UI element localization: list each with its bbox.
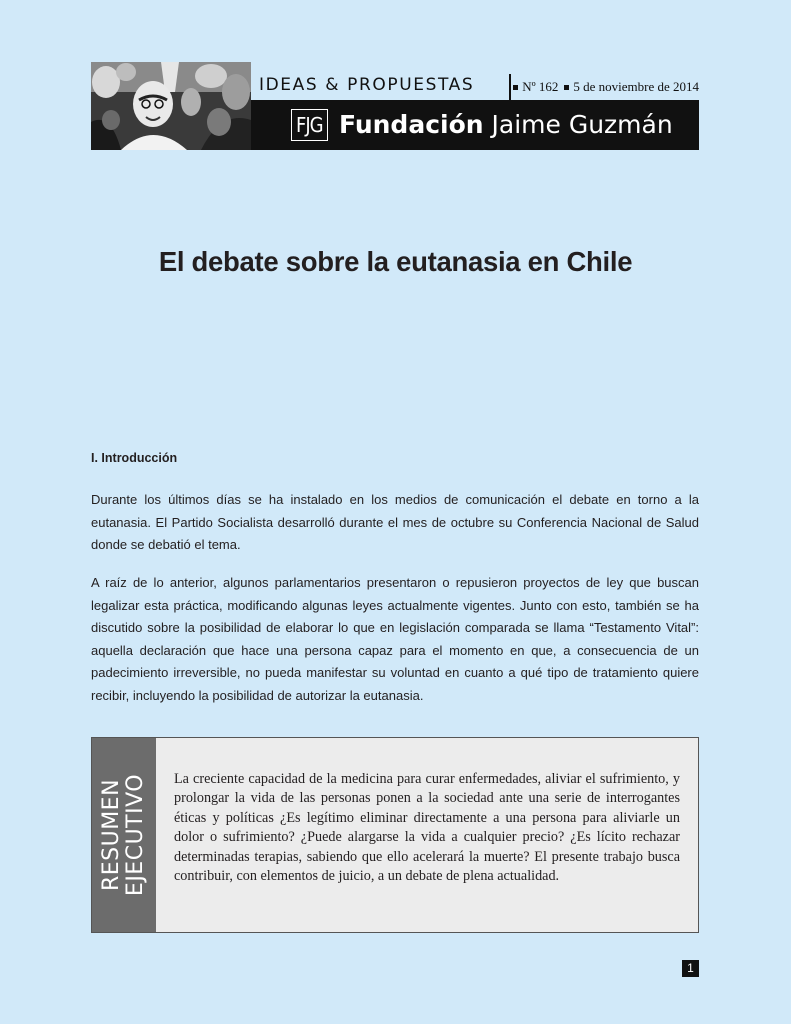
crowd-photo [91,62,251,150]
publication-header [91,62,699,150]
brand-bar [251,100,699,150]
series-name: IDEAS & PROPUESTAS [259,75,475,95]
paragraph: A raíz de lo anterior, algunos parlamentarios presentaron o repusieron proyectos de ley que buscan legalizar esta práctica, modificando algunas leyes actualmente vigentes. Junto con esto, también se ha discutido sobre la posibilidad de elaborar lo que en legislación comparada se llama “Testamento Vital”: aquella declaración que hace una persona capaz para el momento en que, a consecuencia de un padecimiento irreversible, no pueda manifestar su voluntad en cuanto a qué tipo de tratamiento quiere recibir, incluyendo la posibilidad de autorizar la eutanasia. [91,575,699,703]
bullet-square-icon [513,85,518,90]
summary-label-line1: RESUMEN [99,778,124,892]
paragraph: Durante los últimos días se ha instalado en los medios de comunicación el debate en torno a la eutanasia. El Partido Socialista desarrolló durante el mes de octubre su Conferencia Nacional de Salud donde se debatió el tema. [91,492,699,552]
fjg-logo: FJG [291,109,328,141]
bullet-square-icon [564,85,569,90]
brand-name-bold: Fundación [339,110,484,139]
summary-label [100,774,148,896]
summary-tab [92,738,156,932]
series-line [259,74,699,100]
issue-number: Nº 162 [522,79,559,94]
document-title: El debate sobre la eutanasia en Chile [158,246,633,277]
issue-info [507,79,699,95]
executive-summary-box [91,737,699,933]
issue-date: 5 de noviembre de 2014 [573,79,699,94]
summary-text: La creciente capacidad de la medicina para curar enfermedades, aliviar el sufrimiento, y prolongar la vida de las personas ponen a la sociedad ante una serie de interrogantes éticas y políticas ¿Es legítimo eliminar directamente a una persona para aliviarle un dolor o sufrimiento? ¿Puede alargarse la vida a cualquier precio? ¿Es lícito rechazar determinadas terapias, sabiendo que ello acelerará la muerte? El presente trabajo busca contribuir, con elementos de juicio, a un debate de plena actualidad. [174,771,680,885]
summary-label-line2: EJECUTIVO [123,773,148,897]
section-heading: I. Introducción [91,451,178,465]
page-number: 1 [682,960,699,977]
brand-name-light: Jaime Guzmán [491,110,673,139]
brand-name [339,108,673,142]
